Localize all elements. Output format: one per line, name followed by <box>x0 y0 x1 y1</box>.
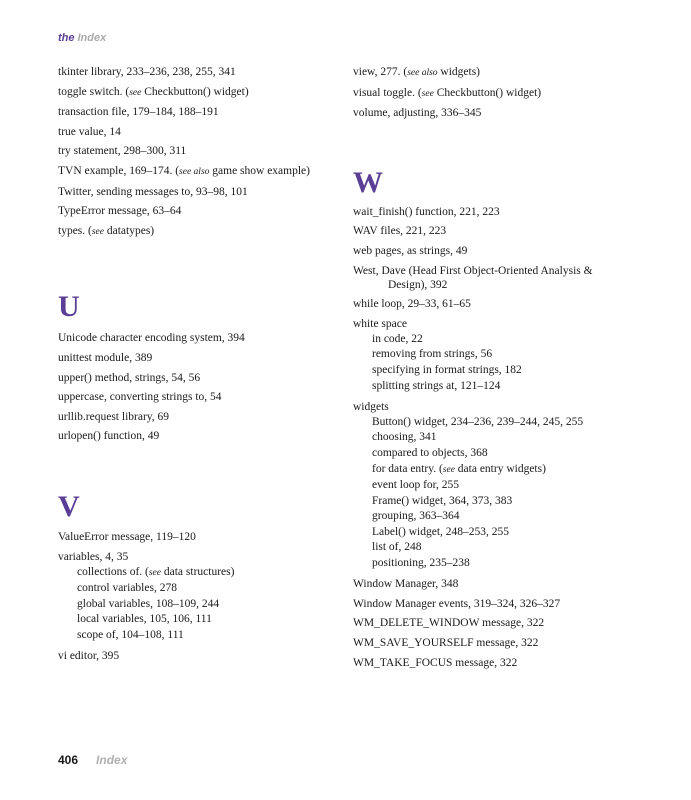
running-header <box>58 32 106 44</box>
index-entry: visual toggle. (see Checkbutton() widget) <box>353 86 542 99</box>
t-entries <box>58 65 338 239</box>
index-subentry: compared to objects, 368 <box>372 446 488 459</box>
index-entry: WM_TAKE_FOCUS message, 322 <box>353 656 518 669</box>
index-entry: toggle switch. (see Checkbutton() widget) <box>58 85 249 98</box>
index-entry: TypeError message, 63–64 <box>58 205 182 218</box>
index-subentry: local variables, 105, 106, 111 <box>77 613 212 626</box>
left-column <box>58 65 338 669</box>
index-entry-variables: variables, 4, 35 collections of. (see data structures) control variables, 278 global variables, 108–109, 244 local variables, 105, 106, 111 scope of, 104–108, 111 <box>58 550 338 644</box>
index-entry: TVN example, 169–174. (see also game show example) <box>58 164 310 177</box>
index-entry: ValueError message, 119–120 <box>58 530 196 543</box>
index-subentry: positioning, 235–238 <box>372 557 470 570</box>
index-entry: true value, 14 <box>58 125 121 138</box>
index-entry: Twitter, sending messages to, 93–98, 101 <box>58 185 248 198</box>
index-entry: tkinter library, 233–236, 238, 255, 341 <box>58 66 236 78</box>
index-subentry: scope of, 104–108, 111 <box>77 628 184 641</box>
index-entry: wait_finish() function, 221, 223 <box>353 205 500 218</box>
index-entry: types. (see datatypes) <box>58 224 155 237</box>
index-subentry: splitting strings at, 121–124 <box>372 379 501 392</box>
index-entry: while loop, 29–33, 61–65 <box>353 298 471 311</box>
index-entry: upper() method, strings, 54, 56 <box>58 371 201 384</box>
index-entry: try statement, 298–300, 311 <box>58 145 187 158</box>
index-entry: WM_SAVE_YOURSELF message, 322 <box>353 637 539 650</box>
index-entry: transaction file, 179–184, 188–191 <box>58 106 219 119</box>
index-subentry: list of, 248 <box>372 541 422 554</box>
right-column <box>353 65 643 675</box>
index-entry: web pages, as strings, 49 <box>353 244 468 257</box>
header-index: Index <box>77 32 107 44</box>
index-entry: urlopen() function, 49 <box>58 430 160 443</box>
index-subentry: Label() widget, 248–253, 255 <box>372 525 510 538</box>
index-subentry: grouping, 363–364 <box>372 510 460 523</box>
index-subentry: specifying in format strings, 182 <box>372 363 522 376</box>
footer-label: Index <box>96 753 128 767</box>
index-subentry: global variables, 108–109, 244 <box>77 597 220 610</box>
index-entry: Window Manager events, 319–324, 326–327 <box>353 597 561 610</box>
index-entry-west: West, Dave (Head First Object-Oriented Analysis & Design), 392 <box>353 264 593 291</box>
index-subentry: in code, 22 <box>372 332 423 345</box>
index-entry: view, 277. (see also widgets) <box>353 66 481 78</box>
index-subentry: control variables, 278 <box>77 582 177 595</box>
index-entry-white-space: white space in code, 22 removing from strings, 56 specifying in format strings, 182 splitting strings at, 121–124 <box>353 317 643 394</box>
section-letter-v: V <box>58 489 80 523</box>
header-the: the <box>58 32 75 44</box>
index-subentry: choosing, 341 <box>372 431 437 444</box>
index-subentry: removing from strings, 56 <box>372 348 493 361</box>
index-entry: unittest module, 389 <box>58 351 153 364</box>
index-subentry: collections of. (see data structures) <box>77 565 235 578</box>
index-entry: Window Manager, 348 <box>353 578 459 591</box>
index-entry: WAV files, 221, 223 <box>353 225 447 238</box>
index-subentry: Frame() widget, 364, 373, 383 <box>372 494 513 507</box>
page-number: 406 <box>58 753 79 767</box>
index-entry: urllib.request library, 69 <box>58 410 170 423</box>
index-subentry: Button() widget, 234–236, 239–244, 245, 255 <box>372 415 584 428</box>
section-letter-u: U <box>58 290 80 324</box>
index-entry-widgets: widgets Button() widget, 234–236, 239–244, 245, 255 choosing, 341 compared to objects, 368 for data entry. (see data entry widgets) event loop for, 255 Frame() widget, 364, 373, 383 grouping, 363–364 Label() widget, 248–253, 255 list of, 248 positioning, 235–238 <box>353 400 643 572</box>
index-entry: uppercase, converting strings to, 54 <box>58 391 222 404</box>
index-entry: vi editor, 395 <box>58 650 120 663</box>
index-entry: WM_DELETE_WINDOW message, 322 <box>353 617 545 630</box>
index-subentry: for data entry. (see data entry widgets) <box>372 462 546 475</box>
index-subentry: event loop for, 255 <box>372 479 460 492</box>
section-letter-w: W <box>353 165 383 199</box>
page-footer <box>58 753 127 767</box>
index-entry: Unicode character encoding system, 394 <box>58 332 245 345</box>
index-entry: volume, adjusting, 336–345 <box>353 107 482 120</box>
